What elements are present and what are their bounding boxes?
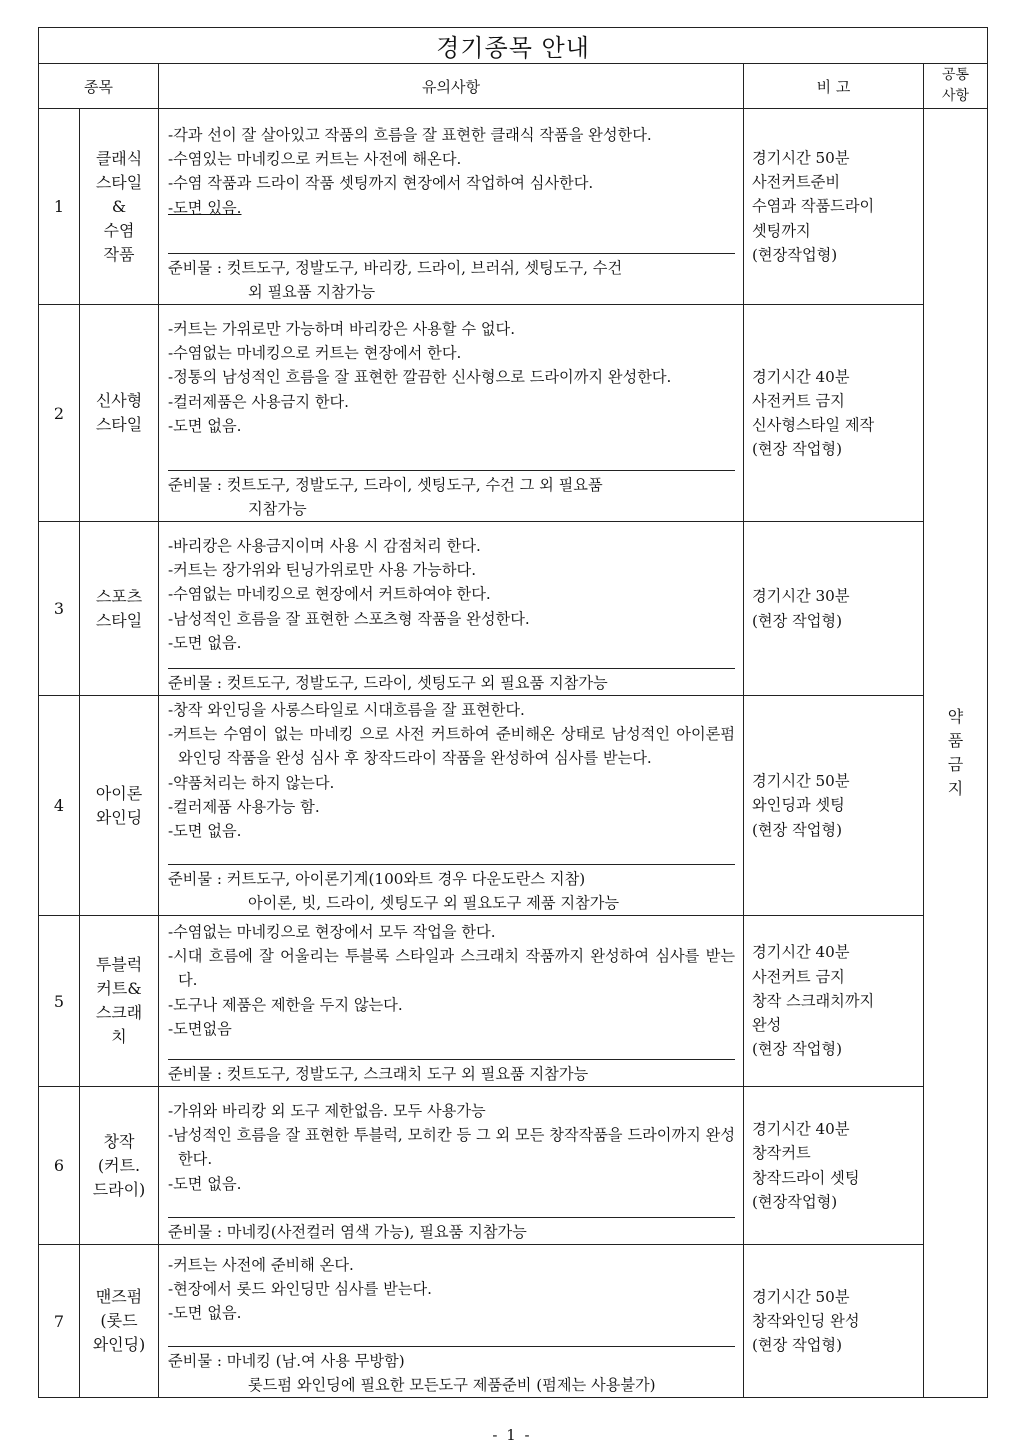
remark-line: 셋팅까지: [752, 221, 811, 240]
note-item: -수염 작품과 드라이 작품 셋팅까지 현장에서 작업하여 심사한다.: [168, 174, 594, 193]
event-row: [39, 1087, 988, 1245]
note-item: -컬러제품 사용가능 함.: [168, 797, 320, 816]
remark-line: 경기시간 50분: [752, 1287, 850, 1306]
event-name-line: 아이론: [95, 783, 143, 803]
preparation-line: 지참가능: [248, 500, 307, 518]
note-item: -커트는 사전에 준비해 온다.: [168, 1256, 354, 1274]
event-number: 1: [39, 109, 80, 305]
note-item: -커트는 수염이 없는 마네킹 으로 사전 커트하여 준비해온 상태로 남성적인 아이론펌 와인딩 작품을 완성 심사 후 창작드라이 작품을 완성하여 심사를 받는다.: [168, 725, 735, 768]
preparation-line: 준비물 : 컷트도구, 정발도구, 바리캉, 드라이, 브러쉬, 셋팅도구, 수건: [168, 259, 623, 277]
event-number: 5: [39, 916, 80, 1087]
remark-line: 창작 스크래치까지: [752, 991, 875, 1010]
note-item: -시대 흐름에 잘 어울리는 투블록 스타일과 스크래치 작품까지 완성하여 심사를 받는다.: [168, 947, 735, 990]
event-name-line: 드라이): [92, 1179, 146, 1199]
preparation-line: 외 필요품 지참가능: [248, 283, 376, 301]
event-name-line: 커트&: [96, 979, 142, 998]
event-name-line: 수염: [103, 220, 135, 240]
note-item: -도면 없음.: [168, 1174, 242, 1193]
remark-line: 와인딩과 셋팅: [752, 796, 845, 815]
note-item: -바리캉은 사용금지이며 사용 시 감점처리 한다.: [168, 537, 481, 555]
preparation-list: [168, 253, 735, 304]
remark-line: 경기시간 40분: [752, 1120, 850, 1139]
preparation-line: 준비물 : 컷트도구, 정발도구, 드라이, 셋팅도구 외 필요품 지참가능: [168, 674, 608, 692]
event-notes: [159, 916, 744, 1087]
event-name-line: 작품: [103, 244, 135, 264]
note-item: -도면 있음.: [168, 198, 242, 217]
header-remark: 비 고: [744, 64, 924, 109]
event-row: [39, 696, 988, 916]
event-notes: [159, 1245, 744, 1398]
remark-line: (현장 작업형): [752, 1040, 843, 1059]
header-common: [924, 64, 988, 109]
event-number: 4: [39, 696, 80, 916]
event-remark: [744, 696, 924, 916]
event-name-line: 스타일: [95, 415, 143, 434]
note-item: -수염없는 마네킹으로 현장에서 모두 작업을 한다.: [168, 923, 496, 941]
page-number: - 1 -: [492, 1426, 532, 1444]
event-name: [80, 916, 159, 1087]
remark-line: 경기시간 50분: [752, 148, 850, 167]
event-name: [80, 522, 159, 696]
event-remark: [744, 109, 924, 305]
common-note-char: 금: [947, 755, 964, 774]
remark-line: (현장 작업형): [752, 611, 843, 630]
common-note-char: 품: [947, 731, 964, 750]
remark-line: 완성: [752, 1016, 782, 1035]
note-item: -도구나 제품은 제한을 두지 않는다.: [168, 995, 403, 1014]
note-item: -수염없는 마네킹으로 현장에서 커트하여야 한다.: [168, 585, 491, 604]
event-number: 3: [39, 522, 80, 696]
event-name-line: 창작: [103, 1131, 135, 1151]
remark-line: 창작드라이 셋팅: [752, 1168, 860, 1187]
event-name-line: 스크래: [95, 1003, 143, 1022]
event-name: [80, 1245, 159, 1398]
common-note: [924, 109, 988, 1398]
note-item: -도면 없음.: [168, 416, 242, 435]
event-row: [39, 522, 988, 696]
event-remark: [744, 916, 924, 1087]
preparation-line: 아이론, 빗, 드라이, 셋팅도구 외 필요도구 제품 지참가능: [248, 894, 620, 912]
note-item: -수염없는 마네킹으로 커트는 현장에서 한다.: [168, 344, 462, 363]
note-item: -도면 없음.: [168, 633, 242, 652]
event-number: 2: [39, 305, 80, 522]
note-item: -현장에서 롯드 와인딩만 심사를 받는다.: [168, 1280, 433, 1299]
event-name-line: 와인딩: [95, 807, 143, 827]
common-note-char: 지: [947, 779, 964, 798]
event-row: [39, 1245, 988, 1398]
preparation-line: 준비물 : 컷트도구, 정발도구, 드라이, 셋팅도구, 수건 그 외 필요품: [168, 476, 603, 494]
remark-line: 창작커트: [752, 1144, 811, 1163]
note-item: -커트는 가위로만 가능하며 바리캉은 사용할 수 없다.: [168, 320, 516, 338]
preparation-line: 준비물 : 마네킹(사전컬러 염색 가능), 필요품 지참가능: [168, 1223, 527, 1241]
event-number: 6: [39, 1087, 80, 1245]
event-name-line: 클래식: [95, 148, 143, 168]
note-item: -커트는 장가위와 틴닝가위로만 사용 가능하다.: [168, 561, 477, 580]
remark-line: 사전커트준비: [752, 173, 841, 192]
event-name-line: 스타일: [95, 610, 143, 630]
event-remark: [744, 522, 924, 696]
event-name: [80, 305, 159, 522]
remark-line: 경기시간 30분: [752, 587, 850, 606]
remark-line: 경기시간 50분: [752, 772, 850, 791]
remark-line: 경기시간 40분: [752, 943, 850, 962]
preparation-list: [168, 1059, 735, 1086]
event-row: [39, 109, 988, 305]
event-remark: [744, 1087, 924, 1245]
remark-line: 수염과 작품드라이: [752, 197, 875, 216]
preparation-list: [168, 668, 735, 695]
common-note-char: 약: [947, 707, 964, 726]
event-name-line: 투블럭: [95, 955, 143, 974]
note-item: -남성적인 흐름을 잘 표현한 스포츠형 작품을 완성한다.: [168, 609, 530, 628]
remark-line: (현장 작업형): [752, 1336, 843, 1355]
event-name-line: (커트.: [97, 1155, 141, 1175]
event-notes: [159, 522, 744, 696]
header-common-line: 공통: [941, 67, 970, 83]
note-item: -남성적인 흐름을 잘 표현한 투블럭, 모히칸 등 그 외 모든 창작작품을 드라이까지 완성한다.: [168, 1126, 735, 1169]
preparation-line: 준비물 : 커트도구, 아이론기계(100와트 경우 다운도란스 지참): [168, 870, 586, 888]
note-item: -컬러제품은 사용금지 한다.: [168, 392, 349, 411]
remark-line: 경기시간 40분: [752, 367, 850, 386]
note-item: -가위와 바리캉 외 도구 제한없음. 모두 사용가능: [168, 1102, 486, 1120]
preparation-list: [168, 864, 735, 915]
event-row: [39, 305, 988, 522]
event-remark: [744, 1245, 924, 1398]
remark-line: (현장작업형): [752, 1192, 838, 1211]
event-name: [80, 1087, 159, 1245]
note-item: -정통의 남성적인 흐름을 잘 표현한 깔끔한 신사형으로 드라이까지 완성한다.: [168, 368, 672, 387]
event-notes: [159, 305, 744, 522]
event-name: [80, 696, 159, 916]
event-name-line: 스포츠: [95, 586, 143, 606]
event-guide-table: [38, 27, 988, 1398]
remark-line: 신사형스타일 제작: [752, 416, 875, 434]
remark-line: 사전커트 금지: [752, 967, 845, 986]
preparation-line: 준비물 : 컷트도구, 정발도구, 스크래치 도구 외 필요품 지참가능: [168, 1065, 589, 1083]
event-name-line: 신사형: [95, 391, 143, 410]
event-name: [80, 109, 159, 305]
preparation-line: 롯드펌 와인딩에 필요한 모든도구 제품준비 (펌제는 사용불가): [248, 1376, 656, 1394]
header-notes: 유의사항: [159, 64, 744, 109]
preparation-list: [168, 1217, 735, 1244]
header-common-line: 사항: [941, 88, 970, 104]
event-name-line: 치: [111, 1027, 127, 1046]
remark-line: 창작와인딩 완성: [752, 1311, 860, 1330]
event-remark: [744, 305, 924, 522]
remark-line: (현장작업형): [752, 245, 838, 264]
event-name-line: 스타일: [95, 172, 143, 192]
remark-line: 사전커트 금지: [752, 391, 845, 410]
event-name-line: (롯드: [100, 1311, 138, 1330]
event-number: 7: [39, 1245, 80, 1398]
note-item: -도면없음: [168, 1019, 232, 1038]
note-item: -각과 선이 잘 살아있고 작품의 흐름을 잘 표현한 클래식 작품을 완성한다.: [168, 126, 652, 144]
event-name-line: 와인딩): [92, 1335, 146, 1354]
note-item: -약품처리는 하지 않는다.: [168, 773, 335, 792]
remark-line: (현장 작업형): [752, 440, 843, 459]
event-notes: [159, 109, 744, 305]
remark-line: (현장 작업형): [752, 820, 843, 839]
preparation-list: [168, 1346, 735, 1397]
event-row: [39, 916, 988, 1087]
event-notes: [159, 696, 744, 916]
event-notes: [159, 1087, 744, 1245]
header-event: 종목: [39, 64, 159, 109]
note-item: -창작 와인딩을 사롱스타일로 시대흐름을 잘 표현한다.: [168, 701, 525, 719]
note-item: -수염있는 마네킹으로 커트는 사전에 해온다.: [168, 150, 462, 169]
event-name-line: 맨즈펌: [95, 1287, 143, 1306]
preparation-line: 준비물 : 마네킹 (남.여 사용 무방함): [168, 1352, 405, 1370]
note-item: -도면 없음.: [168, 1304, 242, 1323]
event-name-line: &: [111, 196, 127, 216]
preparation-list: [168, 470, 735, 521]
note-item: -도면 없음.: [168, 822, 242, 841]
page-title: 경기종목 안내: [39, 28, 988, 64]
